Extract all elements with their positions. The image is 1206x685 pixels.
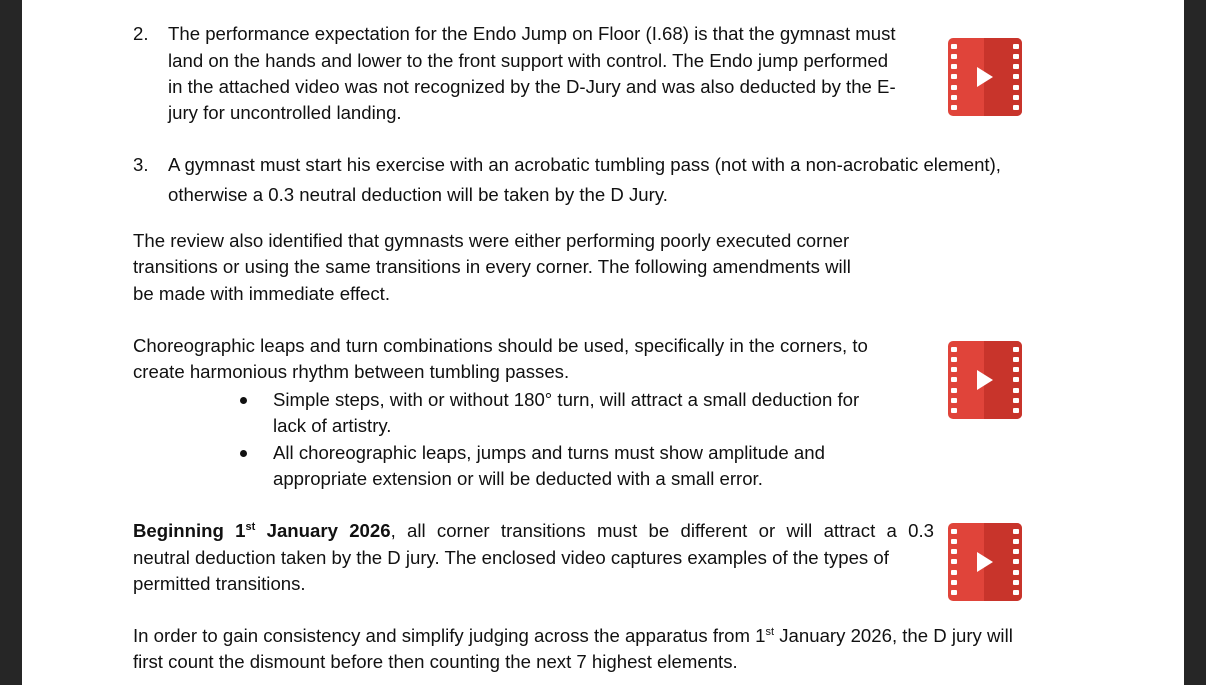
choreo-line-1: Choreographic leaps and turn combinations should be used, specifically in the corners, to [133, 335, 868, 356]
left-margin-bar [0, 0, 22, 685]
bullet-2-line-2: appropriate extension or will be deducted with a small error. [273, 468, 763, 489]
review-line-2: transitions or using the same transitions in every corner. The following amendments will [133, 256, 851, 277]
right-margin-bar [1184, 0, 1206, 685]
item2-line-2: land on the hands and lower to the front support with control. The Endo jump performed [168, 50, 889, 71]
bullet-2-line-1: All choreographic leaps, jumps and turns must show amplitude and [273, 442, 825, 463]
item2-line-1: The performance expectation for the Endo Jump on Floor (I.68) is that the gymnast must [168, 23, 896, 44]
play-icon [977, 67, 993, 87]
item3-line-2: otherwise a 0.3 neutral deduction will be taken by the D Jury. [168, 184, 668, 205]
play-icon [977, 552, 993, 572]
document-page [22, 0, 1184, 685]
choreo-line-2: create harmonious rhythm between tumbling passes. [133, 361, 570, 382]
beginning-line-3: permitted transitions. [133, 573, 306, 594]
video-file-icon[interactable] [948, 341, 1022, 419]
review-line-1: The review also identified that gymnasts were either performing poorly executed corner [133, 230, 850, 251]
video-file-icon[interactable] [948, 523, 1022, 601]
item2-line-4: jury for uncontrolled landing. [168, 102, 402, 123]
list-number-2: 2. [133, 23, 149, 44]
bullet-1-line-1: Simple steps, with or without 180° turn, will attract a small deduction for [273, 389, 860, 410]
bullet-dot [240, 450, 247, 457]
video-file-icon[interactable] [948, 38, 1022, 116]
consistency-line-2: first count the dismount before then counting the next 7 highest elements. [133, 651, 738, 672]
item2-line-3: in the attached video was not recognized by the D-Jury and was also deducted by the E- [168, 76, 896, 97]
beginning-line-2: neutral deduction taken by the D jury. The enclosed video captures examples of the types of [133, 547, 889, 568]
bullet-1-line-2: lack of artistry. [273, 415, 392, 436]
list-number-3: 3. [133, 154, 149, 175]
item3-line-1: A gymnast must start his exercise with an acrobatic tumbling pass (not with a non-acrobatic element), [168, 154, 1001, 175]
play-icon [977, 370, 993, 390]
beginning-line-1: Beginning 1st January 2026, all corner transitions must be different or will attract a 0.3 [133, 520, 935, 541]
bullet-dot [240, 397, 247, 404]
review-line-3: be made with immediate effect. [133, 283, 390, 304]
consistency-line-1: In order to gain consistency and simplify judging across the apparatus from 1st January 2026, the D jury will [133, 625, 1013, 646]
